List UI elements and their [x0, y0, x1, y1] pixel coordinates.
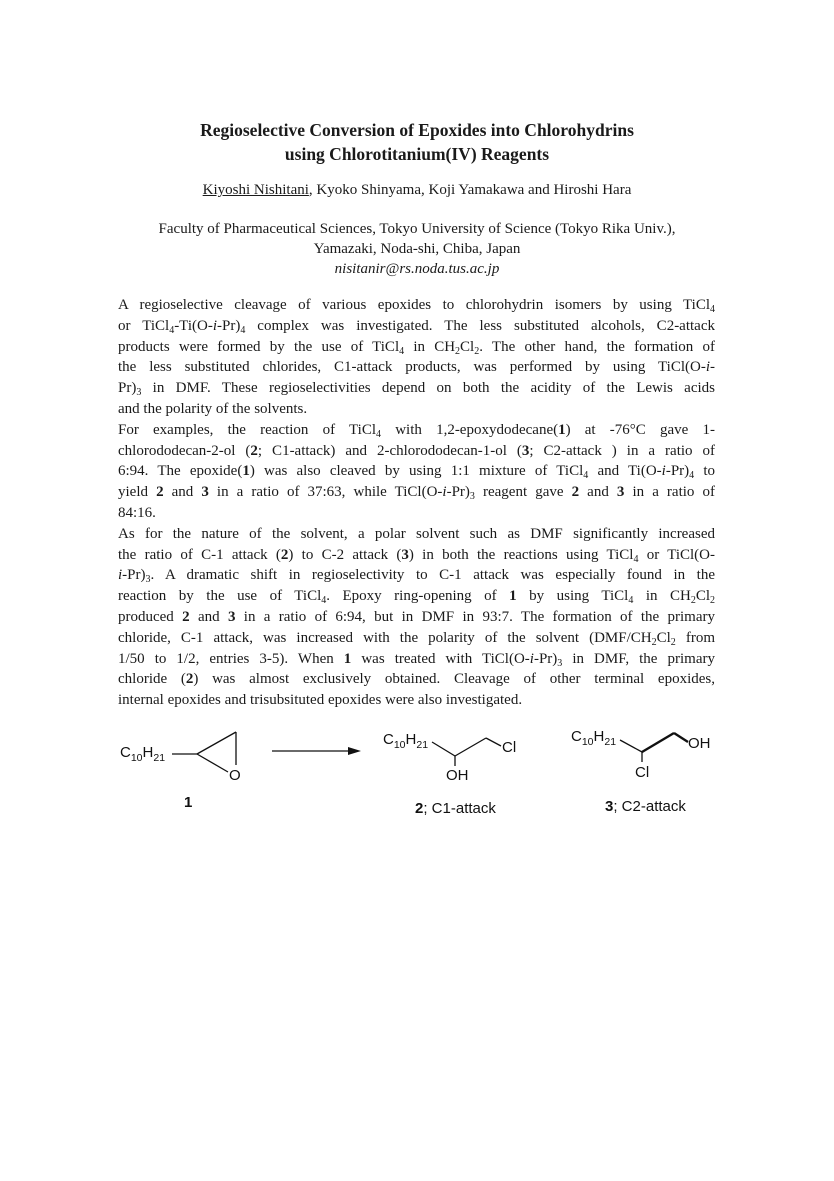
reaction-scheme: [0, 700, 834, 840]
compound-2-structure: [383, 731, 516, 784]
compound-3-hydroxyl: OH: [688, 735, 711, 752]
abstract-line: [118, 586, 715, 607]
text-run: produced: [118, 608, 183, 625]
text-run: 1/50 to 1/2, entries 3-5). When: [118, 650, 344, 667]
abstract-line: [118, 545, 715, 566]
subscript: 2: [690, 595, 696, 607]
abstract-line: [118, 565, 715, 586]
text-run: in CH: [633, 588, 691, 605]
text-run: in a ratio of: [624, 484, 715, 501]
subscript: 4: [376, 428, 382, 440]
compound-3-structure: [571, 728, 711, 781]
compound-1-alkyl-group: $C_{10}H_{21}$: [120, 744, 166, 764]
compound-number: 3: [616, 484, 625, 501]
text-run: Pr): [118, 380, 137, 397]
compound-number: 3: [401, 546, 409, 563]
compound-3-alkyl-group: $C_{10}H_{21}$: [571, 728, 617, 748]
compound-number: 2: [156, 484, 164, 501]
abstract-line: [118, 503, 715, 524]
text-run: . The other hand, the formation of: [479, 338, 715, 355]
affiliation-line-2: Yamazaki, Noda-shi, Chiba, Japan: [313, 241, 521, 257]
subscript: 2: [670, 636, 676, 648]
text-run: products were formed by the use of TiCl: [118, 338, 400, 355]
bond-alkyl-c2: [620, 740, 642, 752]
author-list: [0, 182, 834, 199]
subscript: 3: [557, 657, 563, 669]
text-run: in a ratio of 6:94, but in DMF in 93:7. The formation of the primary: [235, 608, 715, 625]
text-run: -Pr): [446, 484, 470, 501]
compound-number: 1: [558, 421, 566, 438]
text-run: -Pr): [533, 650, 558, 667]
italic-text: i: [212, 317, 217, 334]
affiliation-line-1: Faculty of Pharmaceutical Sciences, Tokyo University of Science (Tokyo Rika Univ.),: [158, 221, 676, 237]
compound-3-chlorine: Cl: [635, 764, 650, 781]
text-run: reaction by the use of TiCl: [118, 588, 322, 605]
text-run: and: [163, 484, 202, 501]
subscript: 4: [583, 470, 589, 482]
abstract-line: [118, 607, 715, 628]
text-run: or TiCl(O-: [638, 546, 715, 563]
paper-title-line-2: using Chlorotitanium(IV) Reagents: [284, 144, 550, 164]
text-run: in a ratio of 37:63, while TiCl(O-: [208, 484, 443, 501]
text-run: to: [694, 463, 716, 480]
subscript: 4: [321, 595, 327, 607]
compound-number: 1: [343, 650, 352, 667]
text-run: -Ti(O-: [174, 317, 213, 334]
text-run: 6:94. The epoxide(: [118, 463, 243, 480]
abstract-body: [118, 295, 715, 711]
reaction-arrow-icon: [272, 747, 361, 755]
subscript: 4: [633, 553, 639, 565]
compound-2-chlorine: Cl: [502, 739, 517, 756]
subscript: 3: [145, 574, 151, 586]
compound-2-hydroxyl: OH: [446, 767, 469, 784]
subscript: 4: [399, 345, 405, 357]
italic-text: i: [661, 463, 666, 480]
text-run: chloride (: [118, 671, 186, 688]
italic-text: i: [442, 484, 447, 501]
compound-number: 2: [250, 442, 258, 459]
subscript: 3: [469, 491, 475, 503]
text-run: -Pr): [665, 463, 690, 480]
subscript: 3: [136, 387, 142, 399]
subscript: 4: [169, 324, 175, 336]
abstract-line: [118, 524, 715, 545]
compound-1-oxygen: O: [229, 767, 241, 784]
subscript: 4: [628, 595, 634, 607]
abstract-line: [118, 399, 715, 420]
text-run: by using TiCl: [516, 588, 629, 605]
compound-number: 3: [521, 442, 530, 459]
text-run: 84:16.: [118, 504, 156, 521]
compound-number: 2: [280, 546, 289, 563]
subscript: 4: [689, 470, 695, 482]
subscript: 4: [240, 324, 246, 336]
bond-c2-o: [197, 754, 228, 772]
subscript: 2: [651, 636, 657, 648]
text-run: ; C1-attack) and 2-chlorododecan-1-ol (: [257, 442, 522, 459]
abstract-line: [118, 482, 715, 503]
abstract-line: [118, 461, 715, 482]
bond-c2-c1: [455, 738, 486, 756]
bond-c2-c1: [197, 732, 236, 754]
compound-number: 2: [571, 484, 580, 501]
abstract-line: [118, 295, 715, 316]
text-run: reagent gave: [474, 484, 572, 501]
compound-number: 3: [201, 484, 209, 501]
text-run: ) to C-2 attack (: [288, 546, 402, 563]
text-run: and the polarity of the solvents.: [118, 400, 308, 417]
abstract-line: [118, 337, 715, 358]
text-run: Cl: [656, 629, 671, 646]
paper-title-line-1: Regioselective Conversion of Epoxides into Chlorohydrins: [200, 120, 634, 140]
compound-2-alkyl-group: $C_{10}H_{21}$: [383, 731, 429, 751]
bond-alkyl-c2: [432, 742, 455, 756]
text-run: with 1,2-epoxydodecane(: [381, 421, 559, 438]
compound-number: 3: [227, 608, 236, 625]
bond-c2-c1-bold: [642, 733, 674, 752]
text-run: ) at -76°C gave 1-: [565, 421, 715, 438]
abstract-line: [118, 649, 715, 670]
compound-2-label: 2; C1-attack: [415, 800, 496, 817]
bond-c1-cl: [486, 738, 501, 746]
contact-email: nisitanir@rs.noda.tus.ac.jp: [334, 261, 500, 277]
subscript: 4: [710, 304, 715, 315]
abstract-line: [118, 316, 715, 337]
text-run: ; C2-attack ) in a ratio of: [529, 442, 715, 459]
text-run: ) was also cleaved by using 1:1 mixture of TiCl: [249, 463, 584, 480]
co-authors: , Kyoko Shinyama, Koji Yamakawa and Hiroshi Hara: [308, 182, 632, 198]
compound-3-label: 3; C2-attack: [605, 798, 686, 815]
text-run: -Pr): [122, 567, 146, 584]
text-run: and Ti(O-: [588, 463, 662, 480]
abstract-line: [118, 357, 715, 378]
text-run: -Pr): [216, 317, 241, 334]
text-run: . A dramatic shift in regioselectivity to C-1 attack was especially found in the: [150, 567, 715, 584]
text-run: Cl: [695, 588, 711, 605]
text-run: the ratio of C-1 attack (: [118, 546, 281, 563]
compound-number: 1: [242, 463, 250, 480]
bond-c1-oh: [674, 733, 688, 742]
text-run: chloride, C-1 attack, was increased with the polarity of the solvent (DMF/CH: [118, 629, 652, 646]
text-run: . Epoxy ring-opening of: [326, 588, 510, 605]
compound-1-label: 1: [184, 794, 193, 811]
compound-number: 2: [185, 671, 194, 688]
text-run: ) was almost exclusively obtained. Cleavage of other terminal epoxides,: [193, 671, 716, 688]
text-run: -: [710, 359, 715, 376]
presenting-author: Kiyoshi Nishitani: [202, 182, 309, 198]
text-run: and: [579, 484, 617, 501]
reaction-scheme-drawing: [0, 700, 834, 840]
abstract-line: [118, 628, 715, 649]
text-run: in DMF, the primary: [562, 650, 715, 667]
subscript: 2: [474, 345, 480, 357]
subscript: 2: [710, 595, 716, 607]
abstract-line: [118, 420, 715, 441]
abstract-line: [118, 669, 715, 690]
text-run: For examples, the reaction of TiCl: [118, 421, 377, 438]
italic-text: i: [705, 359, 710, 376]
compound-number: 1: [509, 588, 517, 605]
text-run: in CH: [404, 338, 456, 355]
text-run: in DMF. These regioselectivities depend on both the acidity of the Lewis acids: [141, 380, 715, 397]
compound-1-structure: [120, 732, 241, 784]
text-run: and: [189, 608, 228, 625]
text-run: from: [675, 629, 715, 646]
abstract-line: [118, 378, 715, 399]
text-run: complex was investigated. The less substituted alcohols, C2-attack: [245, 317, 715, 334]
text-run: A regioselective cleavage of various epoxides to chlorohydrin isomers by using TiCl: [118, 297, 710, 313]
italic-text: i: [529, 650, 534, 667]
subscript: 2: [455, 345, 461, 357]
text-run: yield: [118, 484, 157, 501]
abstract-line: [118, 441, 715, 462]
text-run: chlorododecan-2-ol (: [118, 442, 251, 459]
text-run: the less substituted chlorides, C1-attack products, was performed by using TiCl(O-: [118, 359, 706, 376]
text-run: As for the nature of the solvent, a polar solvent such as DMF significantly increased: [118, 525, 715, 542]
text-run: internal epoxides and trisubsituted epoxides were also investigated.: [118, 692, 523, 709]
text-run: Cl: [460, 338, 475, 355]
text-run: ) in both the reactions using TiCl: [408, 546, 634, 563]
compound-number: 2: [182, 608, 190, 625]
text-run: was treated with TiCl(O-: [351, 650, 530, 667]
italic-text: i: [118, 567, 123, 584]
text-run: or TiCl: [118, 317, 170, 334]
